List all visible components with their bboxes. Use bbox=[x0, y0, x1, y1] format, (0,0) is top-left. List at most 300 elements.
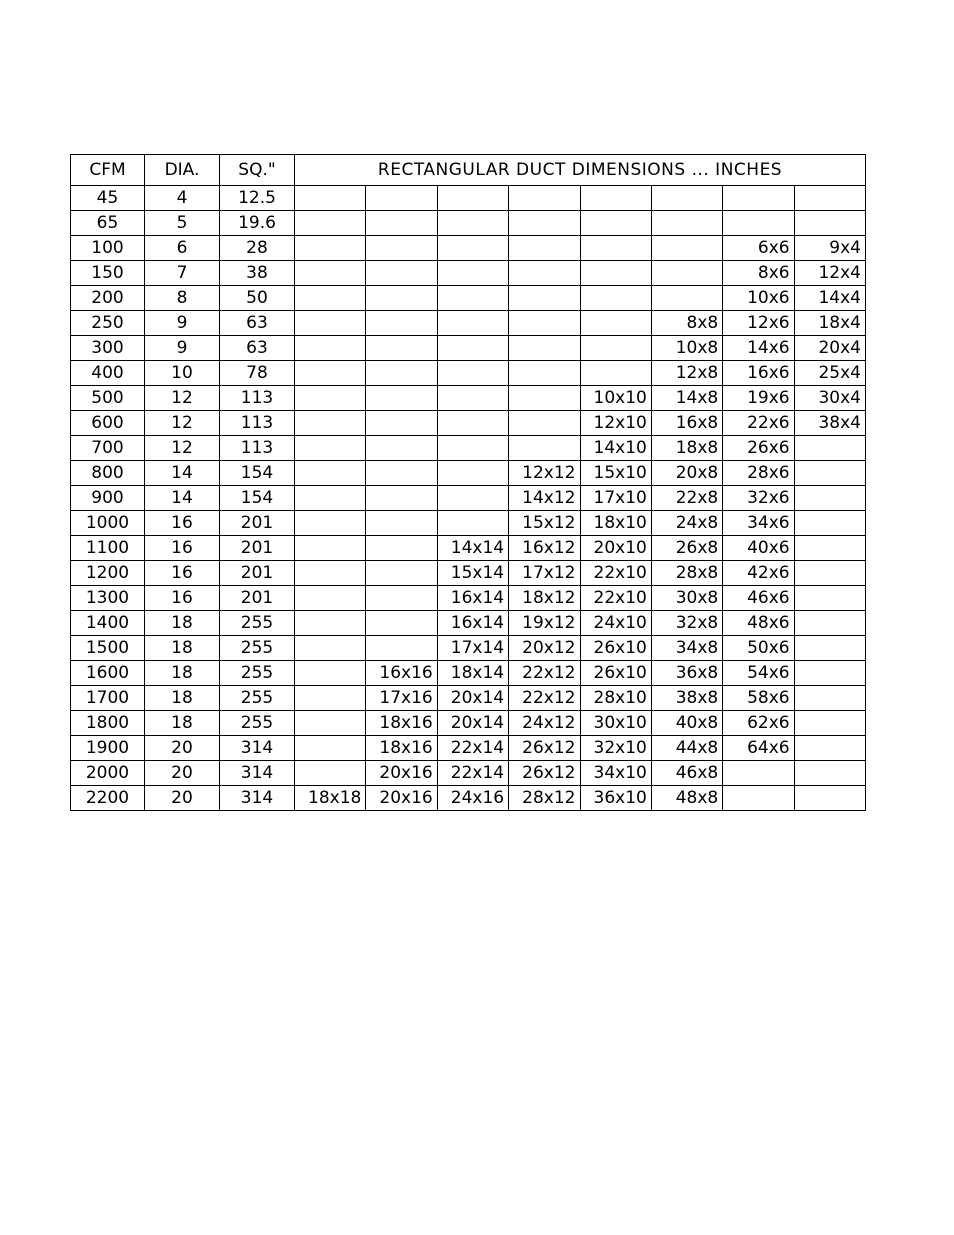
cell-sq: 154 bbox=[220, 486, 295, 511]
cell-dimension: 14x10 bbox=[580, 436, 651, 461]
cell-dimension bbox=[366, 536, 437, 561]
cell-dimension: 18x16 bbox=[366, 711, 437, 736]
cell-dimension: 22x10 bbox=[580, 561, 651, 586]
cell-dimension bbox=[651, 261, 722, 286]
cell-sq: 201 bbox=[220, 511, 295, 536]
cell-dimension bbox=[366, 261, 437, 286]
cell-cfm: 65 bbox=[71, 211, 145, 236]
cell-dimension: 16x12 bbox=[509, 536, 580, 561]
cell-dimension: 19x12 bbox=[509, 611, 580, 636]
header-rect-dims-title: RECTANGULAR DUCT DIMENSIONS ... INCHES bbox=[295, 155, 866, 186]
cell-sq: 314 bbox=[220, 761, 295, 786]
cell-dimension bbox=[509, 411, 580, 436]
cell-sq: 19.6 bbox=[220, 211, 295, 236]
cell-dimension bbox=[509, 236, 580, 261]
cell-dimension: 18x16 bbox=[366, 736, 437, 761]
cell-dia: 16 bbox=[145, 586, 220, 611]
cell-sq: 113 bbox=[220, 386, 295, 411]
cell-dimension: 20x12 bbox=[509, 636, 580, 661]
cell-dimension: 38x4 bbox=[794, 411, 865, 436]
cell-dimension bbox=[295, 636, 366, 661]
cell-dimension bbox=[366, 211, 437, 236]
cell-dimension bbox=[794, 686, 865, 711]
table-row bbox=[71, 586, 866, 611]
cell-dimension: 24x8 bbox=[651, 511, 722, 536]
header-cfm: CFM bbox=[71, 155, 145, 186]
cell-dimension: 12x10 bbox=[580, 411, 651, 436]
cell-dimension bbox=[295, 436, 366, 461]
cell-dimension: 32x8 bbox=[651, 611, 722, 636]
cell-dimension bbox=[509, 286, 580, 311]
cell-dimension: 14x6 bbox=[723, 336, 794, 361]
cell-sq: 63 bbox=[220, 311, 295, 336]
cell-dimension bbox=[366, 611, 437, 636]
cell-dimension bbox=[437, 361, 508, 386]
cell-sq: 255 bbox=[220, 661, 295, 686]
cell-dimension: 20x14 bbox=[437, 686, 508, 711]
cell-dimension: 34x10 bbox=[580, 761, 651, 786]
cell-dimension bbox=[295, 686, 366, 711]
cell-dimension bbox=[509, 436, 580, 461]
cell-dimension: 14x14 bbox=[437, 536, 508, 561]
cell-dimension: 26x12 bbox=[509, 761, 580, 786]
cell-dia: 4 bbox=[145, 186, 220, 211]
cell-dia: 8 bbox=[145, 286, 220, 311]
cell-dimension bbox=[437, 186, 508, 211]
table-row bbox=[71, 461, 866, 486]
cell-dimension: 19x6 bbox=[723, 386, 794, 411]
cell-dimension bbox=[366, 336, 437, 361]
cell-dimension: 30x8 bbox=[651, 586, 722, 611]
table-row bbox=[71, 211, 866, 236]
cell-dimension bbox=[651, 211, 722, 236]
header-dia: DIA. bbox=[145, 155, 220, 186]
cell-dimension: 12x6 bbox=[723, 311, 794, 336]
table-row bbox=[71, 686, 866, 711]
cell-dimension bbox=[295, 661, 366, 686]
cell-sq: 201 bbox=[220, 586, 295, 611]
cell-dimension: 36x8 bbox=[651, 661, 722, 686]
cell-dimension bbox=[295, 411, 366, 436]
cell-dimension: 14x4 bbox=[794, 286, 865, 311]
table-row bbox=[71, 536, 866, 561]
cell-cfm: 600 bbox=[71, 411, 145, 436]
cell-dimension: 18x14 bbox=[437, 661, 508, 686]
cell-sq: 38 bbox=[220, 261, 295, 286]
cell-dimension bbox=[580, 261, 651, 286]
cell-dimension: 12x4 bbox=[794, 261, 865, 286]
cell-sq: 154 bbox=[220, 461, 295, 486]
cell-dimension: 64x6 bbox=[723, 736, 794, 761]
table-body bbox=[71, 186, 866, 811]
cell-dimension bbox=[295, 386, 366, 411]
cell-dimension bbox=[366, 436, 437, 461]
cell-dimension: 22x10 bbox=[580, 586, 651, 611]
cell-sq: 255 bbox=[220, 636, 295, 661]
cell-dimension: 22x12 bbox=[509, 661, 580, 686]
cell-dimension: 24x10 bbox=[580, 611, 651, 636]
cell-dimension bbox=[580, 236, 651, 261]
cell-dimension: 34x8 bbox=[651, 636, 722, 661]
cell-dimension: 26x10 bbox=[580, 661, 651, 686]
cell-dia: 18 bbox=[145, 711, 220, 736]
cell-dia: 14 bbox=[145, 461, 220, 486]
cell-dimension bbox=[295, 761, 366, 786]
cell-sq: 255 bbox=[220, 686, 295, 711]
table-header-row bbox=[71, 155, 866, 186]
cell-dimension bbox=[366, 236, 437, 261]
cell-dimension bbox=[794, 611, 865, 636]
cell-dimension bbox=[295, 286, 366, 311]
cell-dimension: 10x8 bbox=[651, 336, 722, 361]
cell-dimension: 18x8 bbox=[651, 436, 722, 461]
cell-dia: 16 bbox=[145, 561, 220, 586]
cell-dimension: 14x8 bbox=[651, 386, 722, 411]
cell-cfm: 150 bbox=[71, 261, 145, 286]
cell-dia: 9 bbox=[145, 311, 220, 336]
cell-dia: 18 bbox=[145, 636, 220, 661]
cell-dimension bbox=[437, 486, 508, 511]
cell-dimension bbox=[295, 361, 366, 386]
cell-dia: 9 bbox=[145, 336, 220, 361]
cell-dimension: 17x12 bbox=[509, 561, 580, 586]
cell-sq: 314 bbox=[220, 786, 295, 811]
cell-dimension: 36x10 bbox=[580, 786, 651, 811]
cell-cfm: 1700 bbox=[71, 686, 145, 711]
cell-dimension: 30x4 bbox=[794, 386, 865, 411]
table-row bbox=[71, 511, 866, 536]
cell-dimension: 50x6 bbox=[723, 636, 794, 661]
cell-dimension bbox=[295, 736, 366, 761]
cell-dia: 14 bbox=[145, 486, 220, 511]
cell-dia: 12 bbox=[145, 386, 220, 411]
cell-dimension bbox=[509, 311, 580, 336]
cell-dimension bbox=[794, 461, 865, 486]
cell-dimension bbox=[295, 711, 366, 736]
cell-dimension: 18x10 bbox=[580, 511, 651, 536]
cell-dimension: 30x10 bbox=[580, 711, 651, 736]
cell-dimension: 26x6 bbox=[723, 436, 794, 461]
cell-dimension bbox=[366, 286, 437, 311]
cell-dimension: 15x10 bbox=[580, 461, 651, 486]
cell-dimension bbox=[651, 236, 722, 261]
cell-dimension bbox=[437, 261, 508, 286]
cell-cfm: 100 bbox=[71, 236, 145, 261]
cell-dimension bbox=[580, 211, 651, 236]
cell-dimension: 20x10 bbox=[580, 536, 651, 561]
cell-sq: 12.5 bbox=[220, 186, 295, 211]
cell-dimension bbox=[295, 261, 366, 286]
cell-cfm: 500 bbox=[71, 386, 145, 411]
cell-dimension: 20x4 bbox=[794, 336, 865, 361]
cell-dimension bbox=[366, 586, 437, 611]
cell-dimension: 22x14 bbox=[437, 761, 508, 786]
cell-dimension: 34x6 bbox=[723, 511, 794, 536]
cell-dimension bbox=[794, 511, 865, 536]
cell-dimension: 16x16 bbox=[366, 661, 437, 686]
cell-dimension: 18x12 bbox=[509, 586, 580, 611]
cell-dia: 16 bbox=[145, 536, 220, 561]
cell-dia: 16 bbox=[145, 511, 220, 536]
cell-dia: 18 bbox=[145, 686, 220, 711]
cell-dimension bbox=[295, 611, 366, 636]
cell-dia: 5 bbox=[145, 211, 220, 236]
cell-dimension: 24x12 bbox=[509, 711, 580, 736]
cell-dimension bbox=[794, 636, 865, 661]
cell-dimension: 26x12 bbox=[509, 736, 580, 761]
cell-dimension bbox=[651, 186, 722, 211]
cell-dimension bbox=[723, 211, 794, 236]
cell-dimension: 48x6 bbox=[723, 611, 794, 636]
cell-dimension bbox=[295, 461, 366, 486]
cell-dimension bbox=[794, 211, 865, 236]
cell-dia: 20 bbox=[145, 736, 220, 761]
cell-dimension bbox=[437, 336, 508, 361]
cell-sq: 314 bbox=[220, 736, 295, 761]
cell-dimension: 44x8 bbox=[651, 736, 722, 761]
cell-dimension: 17x16 bbox=[366, 686, 437, 711]
cell-dimension bbox=[366, 411, 437, 436]
cell-dimension bbox=[509, 211, 580, 236]
cell-sq: 78 bbox=[220, 361, 295, 386]
cell-cfm: 1200 bbox=[71, 561, 145, 586]
cell-dimension bbox=[794, 536, 865, 561]
cell-sq: 63 bbox=[220, 336, 295, 361]
table-row bbox=[71, 236, 866, 261]
cell-dimension bbox=[295, 186, 366, 211]
table-row bbox=[71, 761, 866, 786]
cell-dimension: 20x16 bbox=[366, 786, 437, 811]
cell-dimension: 12x12 bbox=[509, 461, 580, 486]
cell-dimension: 62x6 bbox=[723, 711, 794, 736]
cell-dimension: 20x8 bbox=[651, 461, 722, 486]
cell-dimension: 9x4 bbox=[794, 236, 865, 261]
table-row bbox=[71, 361, 866, 386]
cell-dimension bbox=[295, 336, 366, 361]
cell-dimension: 22x8 bbox=[651, 486, 722, 511]
cell-dimension bbox=[794, 186, 865, 211]
cell-dia: 20 bbox=[145, 786, 220, 811]
table-row bbox=[71, 711, 866, 736]
cell-dimension bbox=[437, 211, 508, 236]
table-row bbox=[71, 786, 866, 811]
cell-dimension bbox=[794, 436, 865, 461]
cell-sq: 113 bbox=[220, 436, 295, 461]
cell-cfm: 1500 bbox=[71, 636, 145, 661]
cell-dimension bbox=[794, 711, 865, 736]
cell-cfm: 2200 bbox=[71, 786, 145, 811]
cell-dimension bbox=[580, 286, 651, 311]
table-row bbox=[71, 286, 866, 311]
cell-cfm: 1900 bbox=[71, 736, 145, 761]
cell-dimension bbox=[509, 336, 580, 361]
cell-dimension: 24x16 bbox=[437, 786, 508, 811]
cell-dimension: 18x4 bbox=[794, 311, 865, 336]
cell-dimension: 40x6 bbox=[723, 536, 794, 561]
cell-dia: 7 bbox=[145, 261, 220, 286]
cell-dia: 18 bbox=[145, 661, 220, 686]
cell-dimension: 48x8 bbox=[651, 786, 722, 811]
cell-dimension bbox=[366, 486, 437, 511]
cell-sq: 201 bbox=[220, 536, 295, 561]
cell-dimension: 26x10 bbox=[580, 636, 651, 661]
cell-cfm: 1100 bbox=[71, 536, 145, 561]
table-row bbox=[71, 261, 866, 286]
cell-dimension: 25x4 bbox=[794, 361, 865, 386]
cell-dimension bbox=[295, 311, 366, 336]
cell-dimension bbox=[437, 311, 508, 336]
cell-dimension bbox=[366, 561, 437, 586]
cell-dimension bbox=[794, 486, 865, 511]
cell-dimension: 38x8 bbox=[651, 686, 722, 711]
cell-dia: 6 bbox=[145, 236, 220, 261]
cell-dimension: 46x8 bbox=[651, 761, 722, 786]
cell-dimension: 16x14 bbox=[437, 586, 508, 611]
cell-dimension: 20x14 bbox=[437, 711, 508, 736]
table-row bbox=[71, 661, 866, 686]
table-row bbox=[71, 386, 866, 411]
cell-dimension bbox=[437, 236, 508, 261]
cell-cfm: 200 bbox=[71, 286, 145, 311]
cell-dimension bbox=[295, 486, 366, 511]
cell-dimension: 10x10 bbox=[580, 386, 651, 411]
cell-dimension bbox=[366, 511, 437, 536]
cell-cfm: 900 bbox=[71, 486, 145, 511]
cell-dimension: 20x16 bbox=[366, 761, 437, 786]
cell-cfm: 45 bbox=[71, 186, 145, 211]
cell-dimension: 32x10 bbox=[580, 736, 651, 761]
cell-dimension: 26x8 bbox=[651, 536, 722, 561]
cell-dimension bbox=[295, 536, 366, 561]
cell-dimension bbox=[366, 311, 437, 336]
cell-cfm: 1300 bbox=[71, 586, 145, 611]
cell-dimension: 42x6 bbox=[723, 561, 794, 586]
table-row bbox=[71, 636, 866, 661]
cell-dimension bbox=[651, 286, 722, 311]
duct-size-table bbox=[70, 154, 866, 811]
cell-sq: 201 bbox=[220, 561, 295, 586]
table-row bbox=[71, 411, 866, 436]
cell-dia: 12 bbox=[145, 411, 220, 436]
cell-cfm: 250 bbox=[71, 311, 145, 336]
cell-dimension bbox=[509, 361, 580, 386]
cell-dimension: 18x18 bbox=[295, 786, 366, 811]
cell-dimension bbox=[366, 361, 437, 386]
cell-dimension: 16x6 bbox=[723, 361, 794, 386]
cell-dimension: 16x14 bbox=[437, 611, 508, 636]
cell-dimension bbox=[437, 411, 508, 436]
table-row bbox=[71, 336, 866, 361]
cell-dimension bbox=[366, 186, 437, 211]
cell-dimension: 6x6 bbox=[723, 236, 794, 261]
cell-cfm: 300 bbox=[71, 336, 145, 361]
cell-dimension: 28x12 bbox=[509, 786, 580, 811]
cell-dimension: 22x12 bbox=[509, 686, 580, 711]
cell-dimension bbox=[509, 261, 580, 286]
cell-dimension: 17x14 bbox=[437, 636, 508, 661]
cell-cfm: 1400 bbox=[71, 611, 145, 636]
cell-dimension bbox=[509, 186, 580, 211]
cell-cfm: 1600 bbox=[71, 661, 145, 686]
cell-dimension bbox=[580, 186, 651, 211]
cell-cfm: 1000 bbox=[71, 511, 145, 536]
cell-dimension: 58x6 bbox=[723, 686, 794, 711]
cell-dia: 18 bbox=[145, 611, 220, 636]
cell-dimension bbox=[794, 561, 865, 586]
table-row bbox=[71, 736, 866, 761]
cell-cfm: 800 bbox=[71, 461, 145, 486]
cell-cfm: 700 bbox=[71, 436, 145, 461]
cell-dimension bbox=[437, 461, 508, 486]
cell-dimension bbox=[295, 236, 366, 261]
cell-dimension: 16x8 bbox=[651, 411, 722, 436]
cell-dimension bbox=[794, 761, 865, 786]
cell-dimension: 28x6 bbox=[723, 461, 794, 486]
cell-dimension bbox=[366, 636, 437, 661]
cell-cfm: 400 bbox=[71, 361, 145, 386]
cell-dimension: 28x8 bbox=[651, 561, 722, 586]
cell-dimension: 8x6 bbox=[723, 261, 794, 286]
cell-dimension: 54x6 bbox=[723, 661, 794, 686]
cell-dimension: 15x14 bbox=[437, 561, 508, 586]
cell-dimension bbox=[509, 386, 580, 411]
cell-dimension: 17x10 bbox=[580, 486, 651, 511]
cell-dimension bbox=[295, 511, 366, 536]
cell-dimension bbox=[437, 386, 508, 411]
cell-dimension bbox=[723, 786, 794, 811]
cell-dimension bbox=[366, 461, 437, 486]
cell-dimension bbox=[580, 361, 651, 386]
cell-dimension bbox=[366, 386, 437, 411]
header-sq: SQ." bbox=[220, 155, 295, 186]
cell-dimension bbox=[295, 586, 366, 611]
cell-dimension: 22x6 bbox=[723, 411, 794, 436]
cell-cfm: 1800 bbox=[71, 711, 145, 736]
cell-sq: 113 bbox=[220, 411, 295, 436]
cell-dimension bbox=[295, 561, 366, 586]
cell-dimension: 40x8 bbox=[651, 711, 722, 736]
cell-dimension: 32x6 bbox=[723, 486, 794, 511]
cell-dimension: 10x6 bbox=[723, 286, 794, 311]
cell-dimension bbox=[437, 286, 508, 311]
cell-dimension bbox=[295, 211, 366, 236]
cell-dimension: 28x10 bbox=[580, 686, 651, 711]
table-row bbox=[71, 611, 866, 636]
table-row bbox=[71, 186, 866, 211]
cell-dimension: 46x6 bbox=[723, 586, 794, 611]
table-row bbox=[71, 486, 866, 511]
cell-sq: 28 bbox=[220, 236, 295, 261]
cell-dimension: 22x14 bbox=[437, 736, 508, 761]
table-row bbox=[71, 561, 866, 586]
table-row bbox=[71, 311, 866, 336]
cell-dia: 10 bbox=[145, 361, 220, 386]
cell-dia: 12 bbox=[145, 436, 220, 461]
cell-dia: 20 bbox=[145, 761, 220, 786]
cell-dimension: 12x8 bbox=[651, 361, 722, 386]
cell-dimension: 14x12 bbox=[509, 486, 580, 511]
cell-dimension bbox=[580, 311, 651, 336]
cell-sq: 50 bbox=[220, 286, 295, 311]
cell-dimension bbox=[794, 586, 865, 611]
cell-dimension: 8x8 bbox=[651, 311, 722, 336]
cell-dimension bbox=[794, 661, 865, 686]
cell-sq: 255 bbox=[220, 711, 295, 736]
cell-sq: 255 bbox=[220, 611, 295, 636]
cell-dimension bbox=[437, 436, 508, 461]
cell-dimension bbox=[723, 761, 794, 786]
cell-dimension bbox=[580, 336, 651, 361]
